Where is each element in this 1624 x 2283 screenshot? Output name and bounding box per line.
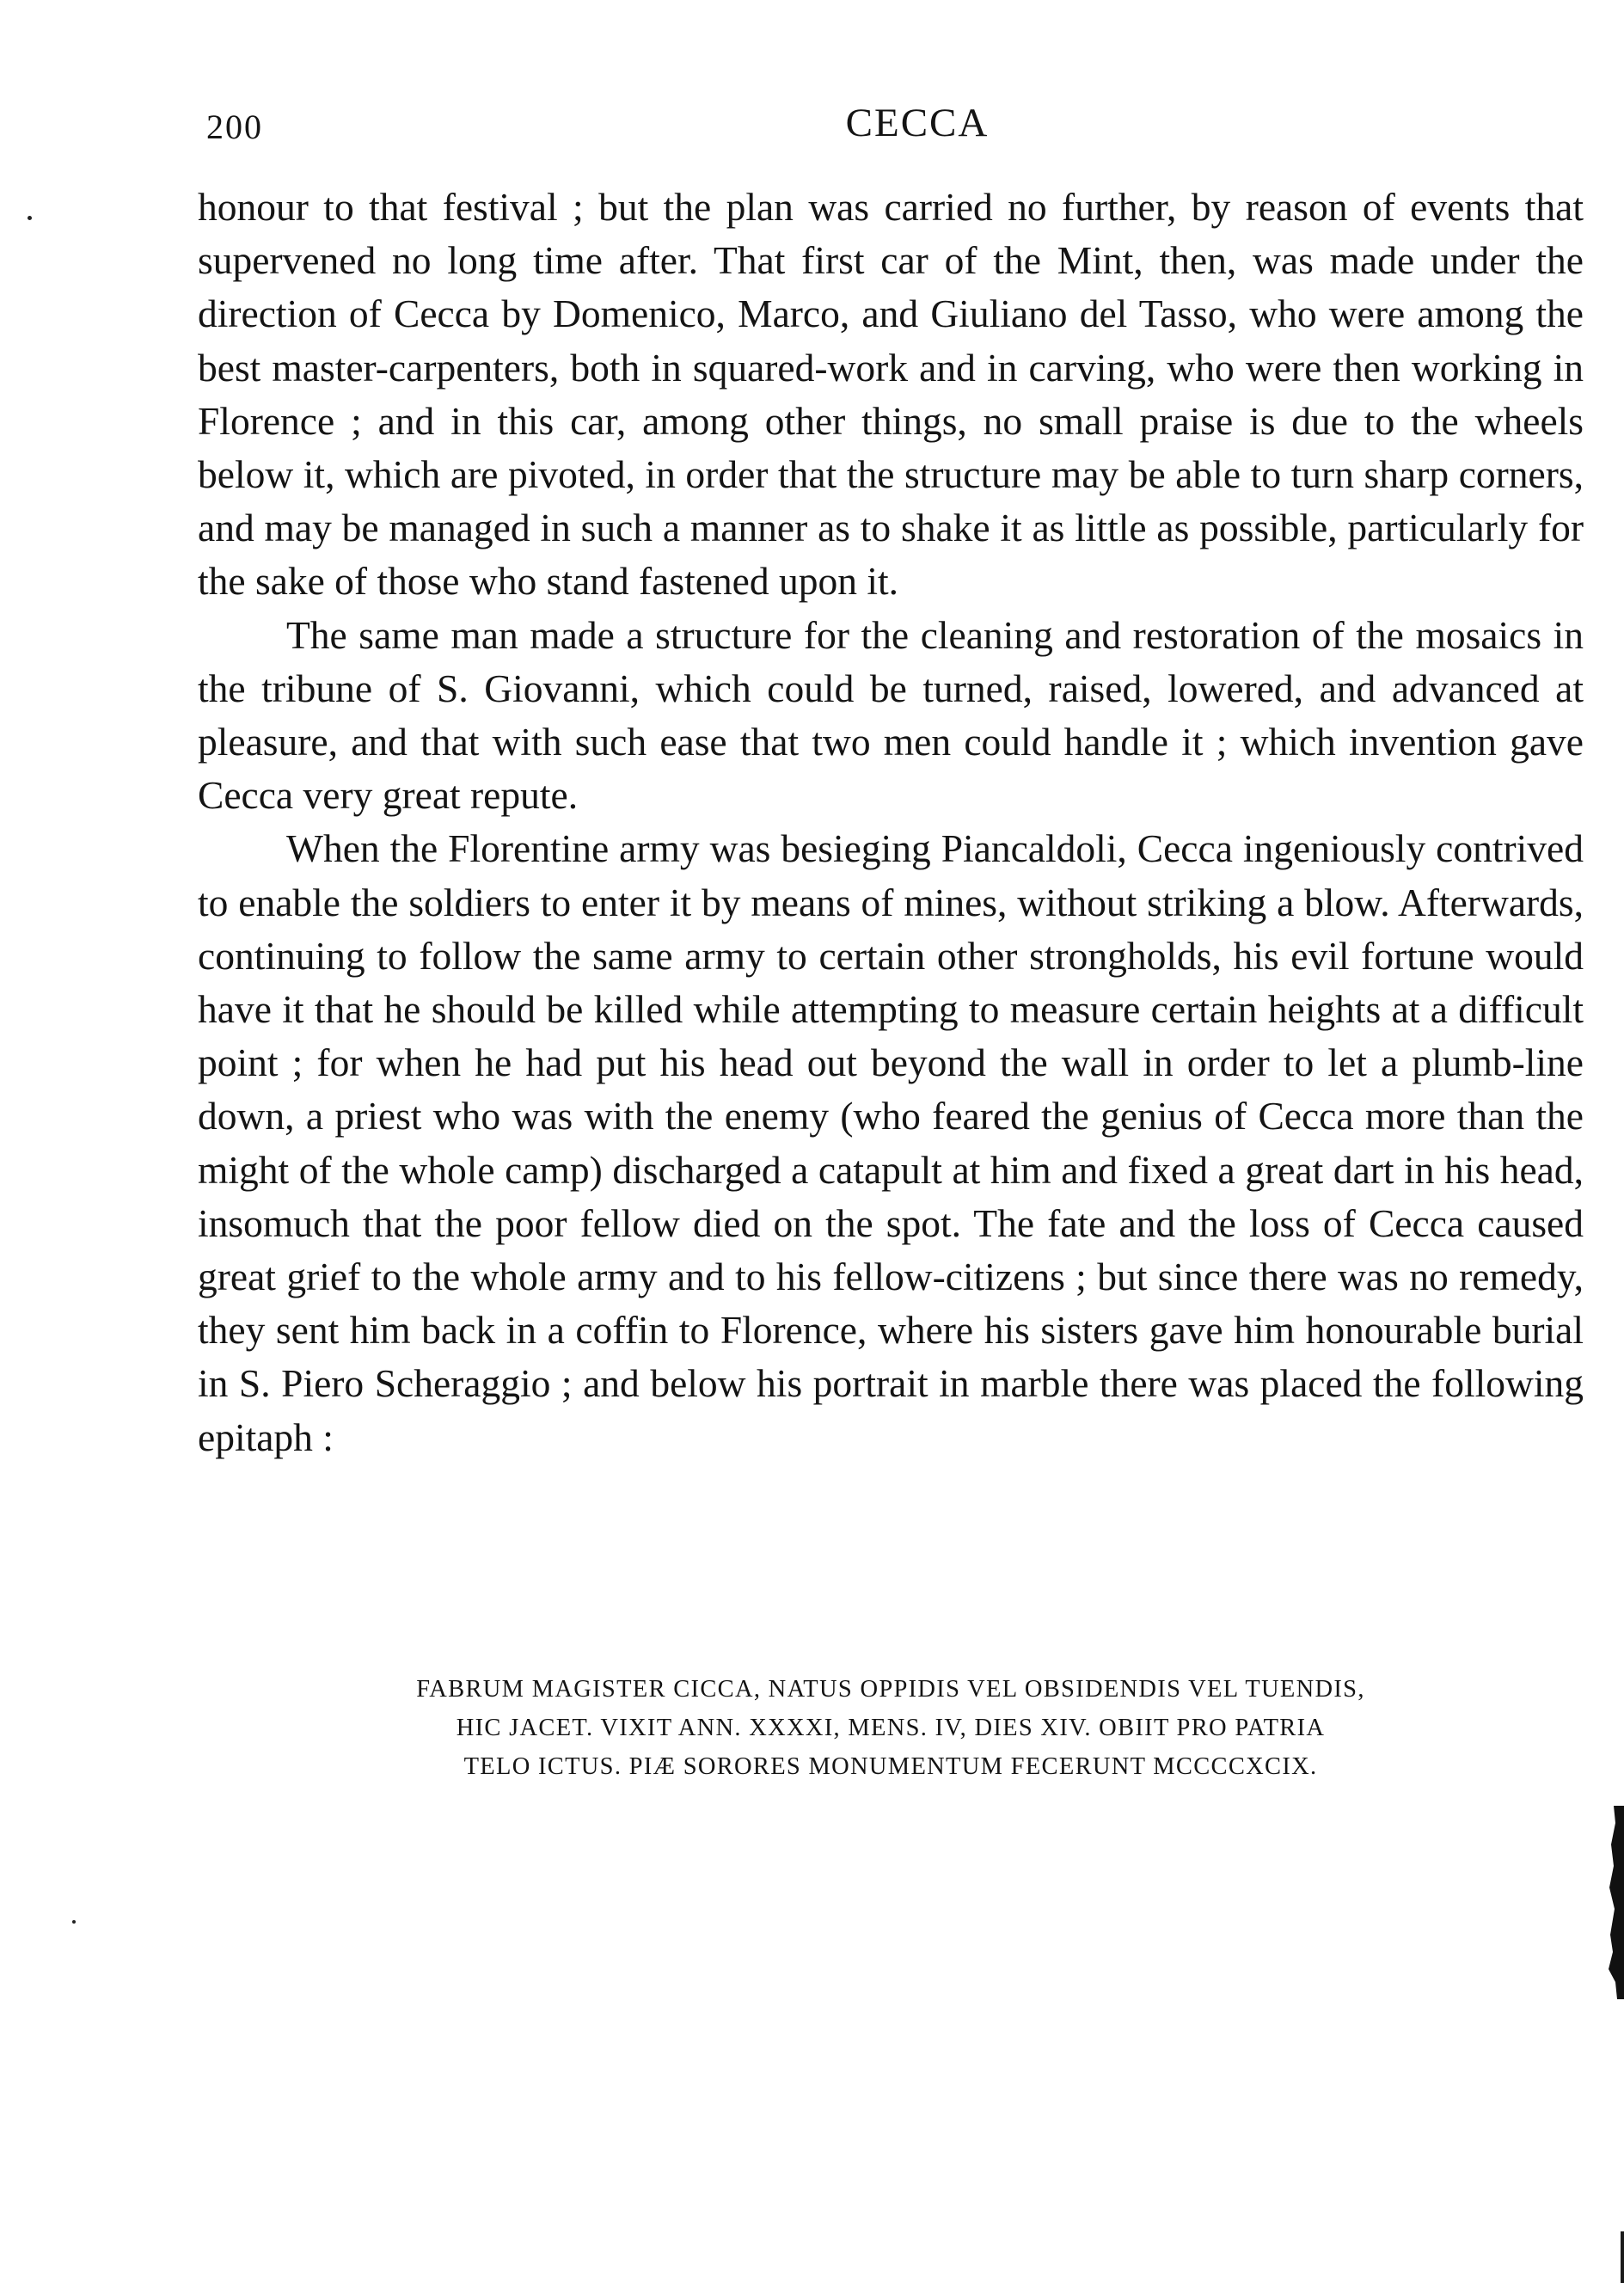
epitaph-line: FABRUM MAGISTER CICCA, NATUS OPPIDIS VEL OBSIDENDIS VEL TUENDIS, xyxy=(416,1676,1365,1703)
paragraph-death-of-cecca: When the Florentine army was besieging Piancaldoli, Cecca ingeniously contrived to enable the soldiers to enter it by means of mines, without striking a blow. Afterwards, continuing to follow the same army to certain other strongholds, his evil fortune would have it that he should be killed while attempting to measure certain heights at a difficult point ; for when he had put his head out beyond the wall in order to let a plumb-line down, a priest who was with the enemy (who feared the genius of Cecca more than the might of the whole camp) discharged a catapult at him and fixed a great dart in his head, insomuch that the poor fellow died on the spot. The fate and the loss of Cecca caused great grief to the whole army and to his fellow-citizens ; but since there was no remedy, they sent him back in a coffin to Florence, where his sisters gave him honourable burial in S. Piero Scheraggio ; and below his portrait in marble there was placed the following epitaph : xyxy=(198,826,1584,1459)
page-edge-mark xyxy=(1621,2231,1624,2283)
running-title: CECCA xyxy=(845,101,990,145)
paragraph-continued: honour to that festival ; but the plan was carried no further, by reason of events that supervened no long time after. That first car of the Mint, then, was made under the direction of Cecca by Domenico, Marco, and Giuliano del Tasso, who were among the best master-carpenters, both in squared-work and in carving, who were then working in Florence ; and in this car, among other things, no small praise is due to the wheels below it, which are pivoted, in order that the structure may be able to turn sharp corners, and may be managed in such a manner as to shake it as little as possible, particularly for the sake of those who stand fastened upon it. xyxy=(198,185,1584,604)
scan-speck xyxy=(72,1920,76,1924)
page-edge-mark xyxy=(1605,1806,1624,1999)
page-number: 200 xyxy=(206,107,263,146)
epitaph-line: HIC JACET. VIXIT ANN. XXXXI, MENS. IV, DIES XIV. OBIIT PRO PATRIA xyxy=(456,1715,1326,1741)
scan-speck xyxy=(28,216,32,220)
paragraph-mosaic-structure: The same man made a structure for the cleaning and restoration of the mosaics in the tribune of S. Giovanni, which could be turned, raised, lowered, and advanced at pleasure, and that with such ease that two men could handle it ; which invention gave Cecca very great repute. xyxy=(198,612,1584,818)
body-text xyxy=(198,181,1584,1464)
epitaph xyxy=(198,1670,1584,1786)
epitaph-line: TELO ICTUS. PIÆ SORORES MONUMENTUM FECERUNT MCCCCXCIX. xyxy=(463,1753,1318,1780)
running-head xyxy=(199,96,1584,148)
